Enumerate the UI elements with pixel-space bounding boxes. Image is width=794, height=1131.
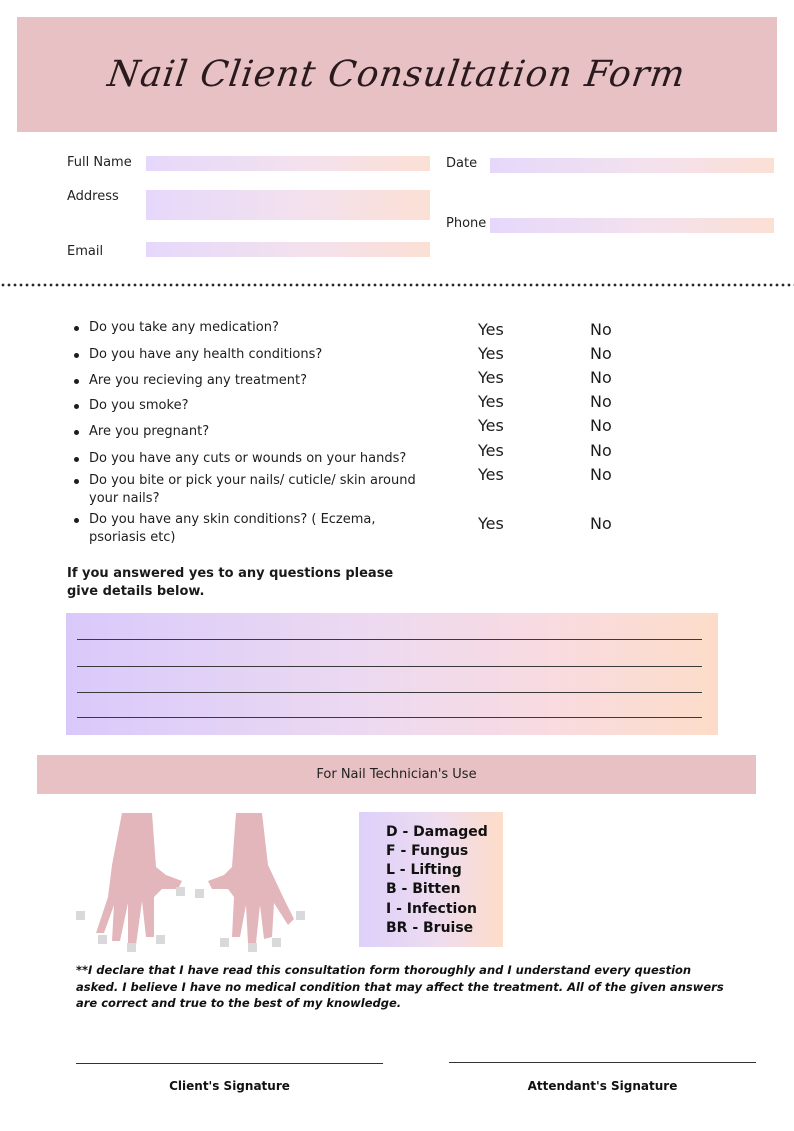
question-item: Do you take any medication? (72, 319, 449, 337)
question-item: Do you have any skin conditions? ( Eczema, psoriasis etc) (72, 511, 389, 547)
question-item: Do you have any health conditions? (72, 346, 449, 364)
nail-box[interactable] (76, 911, 85, 920)
address-field-line-1[interactable] (146, 190, 430, 205)
email-field[interactable] (146, 242, 430, 257)
no-option[interactable]: No (590, 368, 612, 387)
yes-option[interactable]: Yes (478, 344, 504, 363)
no-option[interactable]: No (590, 392, 612, 411)
yes-option[interactable]: Yes (478, 441, 504, 460)
address-field-line-2[interactable] (146, 205, 430, 220)
yes-option[interactable]: Yes (478, 514, 504, 533)
legend-item: L - Lifting (386, 862, 462, 878)
yes-option[interactable]: Yes (478, 368, 504, 387)
yes-option[interactable]: Yes (478, 465, 504, 484)
yes-option[interactable]: Yes (478, 416, 504, 435)
details-line (77, 717, 702, 718)
attendant-signature-line[interactable] (449, 1062, 756, 1063)
no-option[interactable]: No (590, 416, 612, 435)
date-label: Date (446, 156, 478, 171)
phone-field[interactable] (490, 218, 774, 233)
form-title: Nail Client Consultation Form (105, 54, 689, 95)
address-label: Address (67, 189, 119, 204)
condition-legend (359, 812, 503, 947)
phone-label: Phone (446, 216, 487, 231)
attendant-signature-label: Attendant's Signature (527, 1079, 678, 1093)
nail-box[interactable] (220, 938, 229, 947)
legend-item: B - Bitten (386, 881, 461, 897)
question-item: Are you pregnant? (72, 423, 449, 441)
legend-item: BR - Bruise (386, 920, 474, 936)
client-signature-line[interactable] (76, 1063, 383, 1064)
legend-item: D - Damaged (386, 824, 488, 840)
legend-item: I - Infection (386, 901, 477, 917)
details-box[interactable] (66, 613, 718, 735)
no-option[interactable]: No (590, 441, 612, 460)
details-line (77, 692, 702, 693)
hands-diagram[interactable] (70, 805, 320, 955)
legend-item: F - Fungus (386, 843, 469, 859)
nail-box[interactable] (127, 943, 136, 952)
details-line (77, 639, 702, 640)
nail-box[interactable] (296, 911, 305, 920)
nail-box[interactable] (272, 938, 281, 947)
question-item: Do you bite or pick your nails/ cuticle/ skin around your nails? (72, 472, 429, 508)
nail-box[interactable] (195, 889, 204, 898)
nail-box[interactable] (176, 887, 185, 896)
yes-option[interactable]: Yes (478, 320, 504, 339)
right-hand-icon (208, 813, 294, 943)
form-header (17, 17, 777, 132)
no-option[interactable]: No (590, 344, 612, 363)
nail-box[interactable] (248, 943, 257, 952)
question-item: Are you recieving any treatment? (72, 372, 449, 390)
email-label: Email (67, 244, 104, 259)
no-option[interactable]: No (590, 320, 612, 339)
technician-section-bar (37, 755, 756, 794)
client-signature-label: Client's Signature (169, 1079, 290, 1093)
dotted-divider (0, 283, 794, 287)
nail-box[interactable] (156, 935, 165, 944)
question-item: Do you have any cuts or wounds on your hands? (72, 450, 449, 468)
question-item: Do you smoke? (72, 397, 449, 415)
details-line (77, 666, 702, 667)
full-name-field[interactable] (146, 156, 430, 171)
no-option[interactable]: No (590, 514, 612, 533)
left-hand-icon (96, 813, 182, 945)
technician-section-title: For Nail Technician's Use (316, 767, 477, 782)
yes-option[interactable]: Yes (478, 392, 504, 411)
details-prompt: If you answered yes to any questions please give details below. (67, 566, 394, 599)
no-option[interactable]: No (590, 465, 612, 484)
declaration-text: **I declare that I have read this consultation form thoroughly and I understand every question asked. I believe I have no medical condition that may affect the treatment. All of the given answers are correct and true to the best of my knowledge. (76, 963, 724, 1010)
nail-box[interactable] (98, 935, 107, 944)
full-name-label: Full Name (67, 155, 132, 170)
date-field[interactable] (490, 158, 774, 173)
